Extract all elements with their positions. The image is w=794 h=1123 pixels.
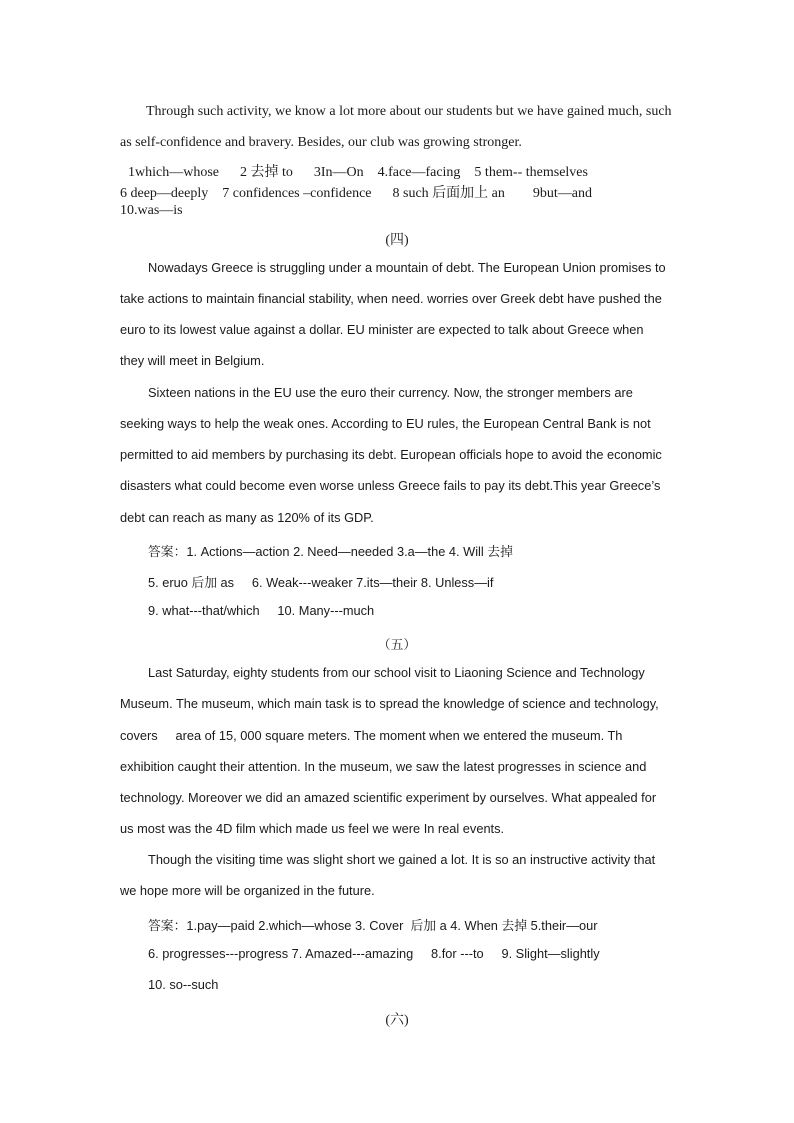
section-heading: （五）	[377, 637, 417, 652]
answer-line: 6. progresses---progress 7. Amazed---amazing 8.for ---to 9. Slight—slightly	[148, 946, 600, 961]
paragraph-line: permitted to aid members by purchasing its debt. European officials hope to avoid the economic	[120, 447, 662, 462]
paragraph-line: take actions to maintain financial stability, when need. worries over Greek debt have pushed the	[120, 291, 662, 306]
answer-line: 6 deep—deeply 7 confidences –confidence 8 such 后面加上 an 9but—and	[120, 186, 592, 201]
paragraph-line: as self-confidence and bravery. Besides, our club was growing stronger.	[120, 135, 522, 150]
paragraph-line: seeking ways to help the weak ones. According to EU rules, the European Central Bank is not	[120, 416, 651, 431]
paragraph-line: Nowadays Greece is struggling under a mountain of debt. The European Union promises to	[148, 260, 666, 275]
paragraph-line: we hope more will be organized in the future.	[120, 883, 375, 898]
answer-line: 10.was—is	[120, 203, 183, 218]
answer-line: 1which—whose 2 去掉 to 3In—On 4.face—facing 5 them-- themselves	[128, 165, 588, 180]
paragraph-line: us most was the 4D film which made us feel we were In real events.	[120, 821, 505, 836]
answer-line: 答案：1. Actions—action 2. Need—needed 3.a—the 4. Will 去掉	[148, 544, 513, 559]
section-heading: (六)	[385, 1013, 409, 1028]
paragraph-line: debt can reach as many as 120% of its GDP.	[120, 510, 374, 525]
answer-line: 9. what---that/which 10. Many---much	[148, 603, 375, 618]
answer-line: 5. eruo 后加 as 6. Weak---weaker 7.its—their 8. Unless—if	[148, 575, 494, 590]
paragraph-line: Sixteen nations in the EU use the euro their currency. Now, the stronger members are	[148, 385, 633, 400]
answer-line: 10. so--such	[148, 977, 219, 992]
paragraph-line: technology. Moreover we did an amazed scientific experiment by ourselves. What appealed for	[120, 790, 657, 805]
paragraph-line: they will meet in Belgium.	[120, 353, 265, 368]
paragraph-line: Though the visiting time was slight short we gained a lot. It is so an instructive activity that	[148, 852, 656, 867]
answer-line: 答案：1.pay—paid 2.which—whose 3. Cover 后加 a 4. When 去掉 5.their—our	[148, 918, 598, 933]
paragraph-line: Museum. The museum, which main task is to spread the knowledge of science and technology,	[120, 696, 659, 711]
paragraph-line: Through such activity, we know a lot more about our students but we have gained much, such	[146, 104, 672, 119]
paragraph-line: Last Saturday, eighty students from our school visit to Liaoning Science and Technology	[148, 665, 645, 680]
paragraph-line: euro to its lowest value against a dollar. EU minister are expected to talk about Greece when	[120, 322, 644, 337]
paragraph-line: disasters what could become even worse unless Greece fails to pay its debt.This year Greece’s	[120, 478, 661, 493]
paragraph-line: covers area of 15, 000 square meters. The moment when we entered the museum. Th	[120, 728, 623, 743]
paragraph-line: exhibition caught their attention. In the museum, we saw the latest progresses in science and	[120, 759, 647, 774]
section-heading: (四)	[385, 233, 409, 248]
